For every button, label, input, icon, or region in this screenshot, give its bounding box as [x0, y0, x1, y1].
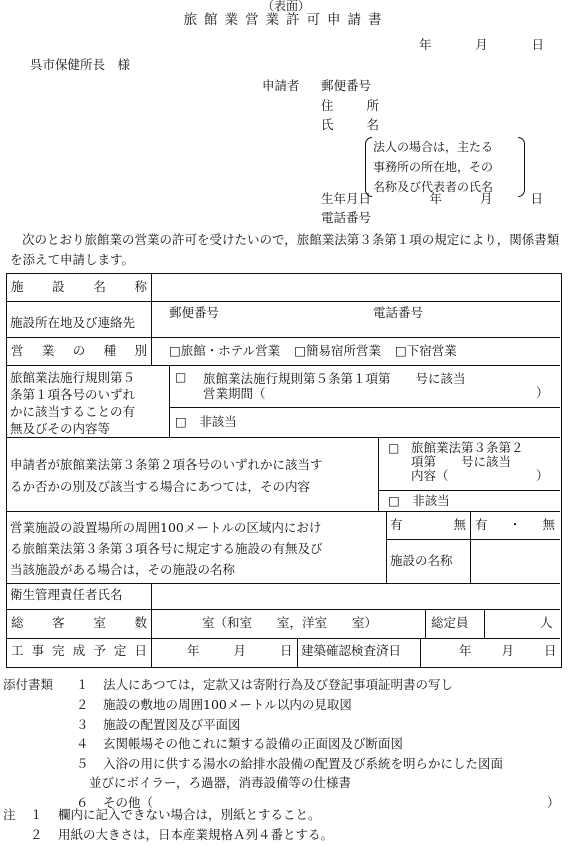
rooms-char-2: 客	[52, 615, 65, 630]
rooms-label	[11, 616, 147, 630]
art3-2-yes-checkbox[interactable]: □	[388, 441, 400, 455]
note-no-2: ２	[30, 827, 43, 842]
page-title: 旅館業営業許可申請書	[183, 12, 389, 28]
art3-3-line-3: 当該施設がある場合は，その施設の名称	[10, 562, 236, 577]
cl-char-6: 定	[113, 643, 127, 658]
application-table	[6, 273, 562, 668]
corporate-note	[365, 137, 525, 197]
art3-2-no-option[interactable]: □ 非該当	[388, 493, 450, 508]
location-phone-label: 電話番号	[373, 305, 424, 320]
has-char-2: 無	[453, 517, 466, 532]
art3-3-line-1: 営業施設の設置場所の周囲100メートルの区域内におけ	[10, 520, 322, 535]
cd-day: 日	[280, 643, 293, 658]
rule-yes-line-2: 営業期間（	[203, 386, 266, 401]
rooms-char-3: 室	[93, 615, 106, 630]
art3-2-yes-line-2: 項第 号に該当	[411, 454, 512, 469]
rule-yes-line-1: 旅館業法施行規則第５条第１項第 号に該当	[203, 371, 466, 386]
rule-label-line-3: かに該当することの有	[10, 404, 136, 419]
fn-char-2: 設	[52, 279, 65, 294]
addressee: 呉市保健所長 様	[30, 57, 131, 72]
business-type-options	[169, 344, 457, 358]
id-day: 日	[544, 643, 557, 658]
rule-yes-close-paren: ）	[536, 385, 549, 400]
option-boarding-house[interactable]: □下宿営業	[395, 343, 457, 358]
cl-char-1: 工	[11, 643, 24, 658]
rule-label	[10, 369, 135, 437]
has-label	[390, 518, 466, 532]
option-simple-lodging[interactable]: □簡易宿所営業	[294, 343, 381, 358]
cl-char-2: 事	[31, 643, 45, 658]
rule-label-line-2: 条第１項各号のいずれ	[10, 387, 136, 402]
side-label: （表面）	[261, 0, 310, 13]
attachments-label: 添付書類	[3, 677, 54, 692]
rule-yes-checkbox[interactable]: □	[175, 370, 187, 384]
applicant-phone-label: 電話番号	[321, 210, 372, 225]
note-no-1: １	[30, 807, 43, 822]
attach-no-3: ３	[76, 717, 89, 732]
bt-char-2: 業	[41, 343, 55, 358]
rule-label-line-1: 旅館業法施行規則第５	[10, 370, 136, 385]
art3-2-yes-line-3: 内容（	[411, 468, 449, 483]
attach-text-1: 法人にあつては，定款又は寄附行為及び登記事項証明書の写し	[103, 677, 454, 692]
facility-location-label: 施設所在地及び連絡先	[10, 315, 136, 330]
completion-label	[11, 644, 147, 658]
fn-char-4: 称	[134, 279, 147, 294]
art3-2-yes-close-paren: ）	[536, 468, 549, 483]
rule-label-line-4: 無及びその内容等	[10, 421, 111, 436]
id-month: 月	[501, 643, 515, 658]
id-year: 年	[459, 643, 472, 658]
applicant-address-label	[321, 99, 379, 113]
notes-label: 注	[3, 807, 16, 822]
cd-month: 月	[233, 643, 247, 658]
rule-yes-text	[203, 371, 466, 401]
fn-char-3: 名	[93, 279, 106, 294]
rooms-char-1: 総	[11, 615, 24, 630]
name-char-2: 名	[366, 117, 379, 132]
attach-text-5: 入浴の用に供する湯水の給排水設備の配置及び系統を明らかにした図面	[103, 756, 504, 771]
bt-char-5: 別	[134, 343, 147, 358]
attach-text-3: 施設の配置図及び平面図	[103, 717, 241, 732]
rule-no-option[interactable]: □ 非該当	[175, 414, 237, 429]
attach-text-4: 玄関帳場その他これに類する設備の正面図及び断面図	[103, 736, 404, 751]
capacity-unit: 人	[540, 615, 553, 630]
art3-2-label	[10, 454, 323, 498]
birth-day: 日	[530, 191, 543, 206]
attach-text-2: 施設の敷地の周囲100メートル以内の見取図	[103, 697, 352, 712]
corp-note-line-1: 法人の場合は，主たる	[373, 140, 494, 154]
attach-no-4: ４	[76, 736, 89, 751]
submission-date	[419, 38, 544, 52]
attach-no-1: １	[76, 677, 89, 692]
option-ryokan-hotel[interactable]: □旅館・ホテル営業	[169, 343, 281, 358]
address-char-2: 所	[366, 98, 379, 113]
left-paren	[365, 137, 372, 197]
bt-char-4: 種	[103, 343, 117, 358]
date-year: 年	[419, 37, 432, 52]
rooms-value: 室（和室 室，洋室 室）	[202, 615, 378, 630]
address-char-1: 住	[321, 98, 334, 113]
has-char-1: 有	[390, 517, 403, 532]
inspection-label: 建築確認検査済日	[301, 643, 402, 658]
birth-year: 年	[429, 191, 442, 206]
birth-month: 月	[479, 191, 493, 206]
intro-text: 次のとおり旅館業の営業の許可を受けたいので，旅館業法第３条第１項の規定により，関係書類を添えて申請します。	[10, 232, 560, 267]
option-separator: ・	[508, 517, 522, 532]
attach-no-6: ６	[76, 795, 89, 810]
art3-2-line-1: 申請者が旅館業法第３条第２項各号のいずれかに該当す	[10, 457, 323, 472]
facility-name-label	[11, 280, 147, 294]
art3-3-label	[10, 517, 323, 580]
attach-other-close: ）	[547, 795, 560, 810]
attach-text-6: その他（	[103, 795, 154, 810]
has-none-options[interactable]	[475, 518, 555, 532]
fn-char-1: 施	[11, 279, 24, 294]
location-postal-label: 郵便番号	[169, 305, 220, 320]
cd-year: 年	[187, 643, 200, 658]
name-char-1: 氏	[321, 117, 334, 132]
cl-char-5: 予	[93, 643, 106, 658]
attach-text-5b: 並びにボイラー，ろ過器，消毒設備等の仕様書	[89, 775, 352, 790]
bt-char-1: 営	[11, 343, 24, 358]
attach-no-2: ２	[76, 697, 89, 712]
attach-no-5: ５	[76, 756, 89, 771]
birth-date-row	[321, 192, 543, 206]
note-text-2: 用紙の大きさは，日本産業規格Ａ列４番とする。	[58, 827, 334, 842]
art3-3-line-2: る旅館業法第３条第３項各号に規定する施設の有無及び	[10, 541, 323, 556]
cl-char-4: 成	[72, 643, 86, 658]
art3-2-yes-text	[411, 441, 524, 483]
completion-date	[187, 644, 293, 658]
option-has[interactable]: 有	[475, 517, 488, 532]
manager-label: 衛生管理責任者氏名	[10, 587, 123, 602]
date-month: 月	[475, 37, 488, 52]
applicant-name-label	[321, 118, 379, 132]
art3-2-line-2: るか否かの別及び該当する場合にあつては，その内容	[10, 479, 311, 494]
note-text-1: 欄内に記入できない場合は，別紙とすること。	[58, 807, 321, 822]
cl-char-7: 日	[134, 643, 147, 658]
business-type-label	[11, 344, 147, 358]
corp-note-line-2: 事務所の所在地，その	[373, 160, 494, 174]
right-paren	[518, 137, 525, 197]
applicant-postal-label: 郵便番号	[321, 78, 372, 93]
capacity-label: 総定員	[431, 615, 469, 630]
bt-char-3: の	[72, 343, 86, 358]
applicant-label: 申請者	[262, 78, 300, 93]
corp-note-line-3: 名称及び代表者の氏名	[373, 180, 494, 194]
date-day: 日	[531, 37, 544, 52]
facility-names-label: 施設の名称	[390, 553, 453, 568]
rooms-char-4: 数	[134, 615, 147, 630]
art3-2-yes-line-1: 旅館業法第３条第２	[411, 440, 524, 455]
option-none[interactable]: 無	[542, 517, 555, 532]
cl-char-3: 完	[52, 643, 65, 658]
inspection-date	[459, 644, 557, 658]
birth-label: 生年月日	[321, 191, 372, 206]
